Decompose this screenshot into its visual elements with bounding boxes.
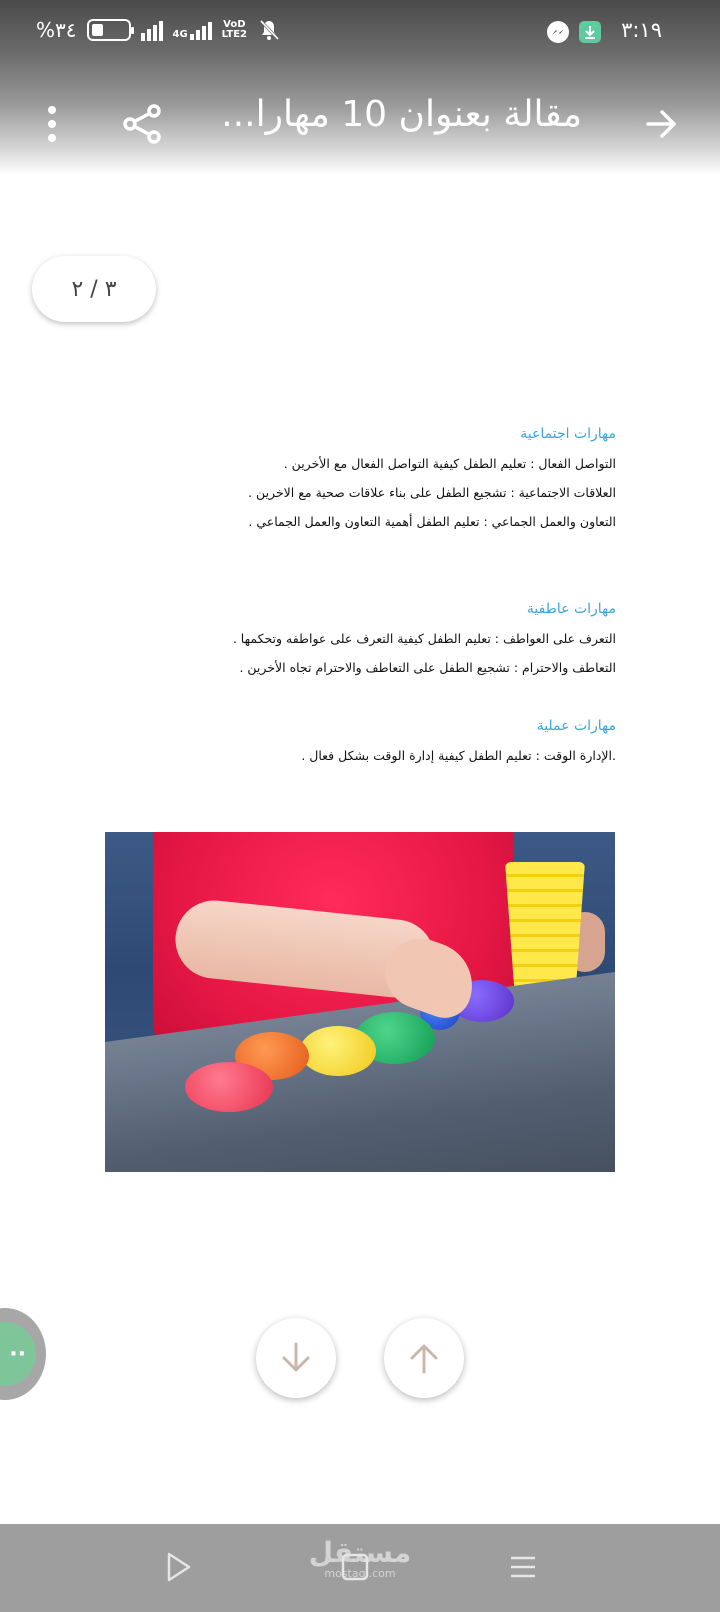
arrow-up-icon <box>404 1338 444 1378</box>
page-title: مقالة بعنوان 10 مهارا... <box>221 94 582 135</box>
mobile-data-icon <box>173 20 212 40</box>
article-line: .الإدارة الوقت : تعليم الطفل كيفية إدارة الوقت بشكل فعال . <box>301 748 616 763</box>
previous-page-button[interactable] <box>384 1318 464 1398</box>
article-line: التعاطف والاحترام : تشجيع الطفل على التعاطف والاحترام تجاه الأخرين . <box>239 660 616 675</box>
bell-muted-icon <box>257 18 281 42</box>
arrow-right-icon[interactable] <box>642 104 682 144</box>
article-line: العلاقات الاجتماعية : تشجيع الطفل على بناء علاقات صحية مع الاخرين . <box>248 485 616 500</box>
article-line: التواصل الفعال : تعليم الطفل كيفية التواصل الفعال مع الأخرين . <box>283 456 616 471</box>
floating-chat-bubble[interactable] <box>0 1308 46 1400</box>
article-image-child-playdough <box>105 832 615 1172</box>
share-icon[interactable] <box>120 102 164 146</box>
status-time: ٣:١٩ <box>621 18 662 42</box>
section-practical-skills <box>100 718 616 763</box>
section-title: مهارات اجتماعية <box>520 426 616 442</box>
image-clay-pink <box>185 1062 273 1112</box>
watermark-url: mostaql.com <box>324 1567 396 1580</box>
status-left-group <box>36 18 281 42</box>
volte-icon <box>222 20 247 40</box>
section-emotional-skills <box>100 601 616 675</box>
battery-percent: %٣٤ <box>36 18 77 42</box>
section-social-skills <box>100 426 616 529</box>
download-notification-icon <box>578 20 602 44</box>
volte-label-top: VoD <box>223 19 246 30</box>
top-header <box>0 0 720 175</box>
section-title: مهارات عاطفية <box>526 601 616 617</box>
page-counter: ٣ / ٢ <box>32 256 156 322</box>
image-clay-yellow <box>300 1026 376 1076</box>
more-horizontal-icon: ·· <box>0 1322 36 1386</box>
volte-label-bottom: LTE2 <box>221 29 247 40</box>
more-vertical-icon[interactable] <box>40 102 64 146</box>
signal-icon <box>141 19 163 41</box>
menu-recents-icon[interactable] <box>508 1550 538 1584</box>
battery-fill <box>92 24 104 36</box>
system-navigation-bar <box>0 1524 720 1612</box>
watermark-text: مستقل <box>308 1536 412 1569</box>
status-bar <box>0 0 720 62</box>
network-type-label: 4G <box>172 29 188 40</box>
messenger-icon <box>546 20 570 44</box>
square-home-icon[interactable] <box>338 1550 372 1584</box>
title-bar <box>0 80 720 160</box>
arrow-down-icon <box>276 1338 316 1378</box>
battery-icon <box>87 19 131 41</box>
next-page-button[interactable] <box>256 1318 336 1398</box>
image-yellow-cups <box>505 862 585 994</box>
article-line: التعرف على العواطف : تعليم الطفل كيفية التعرف على عواطفه وتحكمها . <box>232 631 616 646</box>
section-title: مهارات عملية <box>536 718 616 734</box>
triangle-back-icon[interactable] <box>164 1550 194 1584</box>
article-line: التعاون والعمل الجماعي : تعليم الطفل أهمية التعاون والعمل الجماعي . <box>248 514 616 529</box>
